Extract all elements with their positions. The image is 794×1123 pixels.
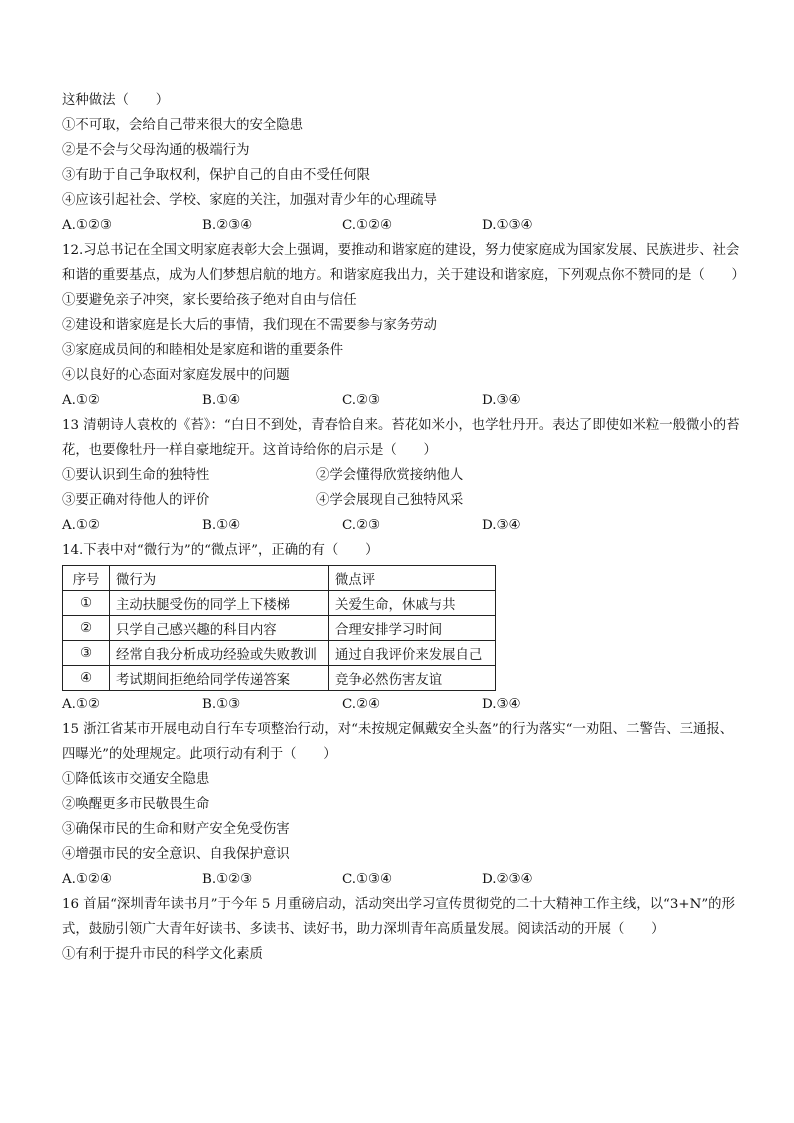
option: ①有利于提升市民的科学文化素质 [62, 947, 263, 962]
option: ①要认识到生命的独特性 [62, 468, 210, 483]
table-cell: ④ [63, 666, 110, 691]
choice-a: A.①② [62, 393, 100, 408]
option: ④应该引起社会、学校、家庭的关注，加强对青少年的心理疏导 [62, 193, 437, 208]
choice-a: A.①②④ [62, 872, 112, 887]
choice-b: B.①②③ [202, 872, 253, 887]
option: ②建设和谐家庭是长大后的事情，我们现在不需要参与家务劳动 [62, 318, 437, 333]
table-row [63, 616, 496, 641]
question-stem: 15 浙江省某市开展电动自行车专项整治行动，对“未按规定佩戴安全头盔”的行为落实“一劝阻、二警告、三通报、四曝光”的处理规定。此项行动有利于（ ） [62, 722, 734, 762]
question-stem: 14.下表中对“微行为”的“微点评”，正确的有（ ） [62, 543, 379, 558]
option-row [62, 463, 742, 488]
choice-c: C.②④ [342, 697, 381, 712]
option-row [62, 488, 742, 513]
choice-c: C.①③④ [342, 872, 393, 887]
answer-choices [62, 213, 742, 238]
choice-b: B.①④ [202, 518, 241, 533]
choice-b: B.①④ [202, 393, 241, 408]
option: ③有助于自己争取权利，保护自己的自由不受任何限 [62, 168, 370, 183]
table-row [63, 666, 496, 691]
behavior-table [62, 565, 496, 691]
table-cell: 关爱生命，休戚与共 [329, 591, 496, 616]
option: ②是不会与父母沟通的极端行为 [62, 143, 250, 158]
table-row [63, 591, 496, 616]
answer-choices [62, 867, 742, 892]
table-header-row [63, 566, 496, 591]
choice-d: D.③④ [482, 518, 521, 533]
option: ④增强市民的安全意识、自我保护意识 [62, 847, 290, 862]
table-cell: 主动扶腿受伤的同学上下楼梯 [110, 591, 329, 616]
exam-page [62, 88, 745, 967]
choice-a: A.①② [62, 518, 100, 533]
table-cell: 考试期间拒绝给同学传递答案 [110, 666, 329, 691]
table-row [63, 641, 496, 666]
table-cell: 只学自己感兴趣的科目内容 [110, 616, 329, 641]
option: ①降低该市交通安全隐患 [62, 772, 210, 787]
question-stem: 16 首届“深圳青年读书月”于今年 5 月重磅启动，活动突出学习宣传贯彻党的二十大精神工作主线，以“3+N”的形式，鼓励引领广大青年好读书、多读书、读好书，助力深圳青年高质量发展。阅读活动的开展（ ） [62, 897, 735, 937]
choice-b: B.②③④ [202, 218, 253, 233]
table-cell: ② [63, 616, 110, 641]
question-stem: 13 清朝诗人袁枚的《苔》：“白日不到处，青春恰自来。苔花如米小，也学牡丹开。表达了即使如米粒一般微小的苔花，也要像牡丹一样自豪地绽开。这首诗给你的启示是（ ） [62, 418, 740, 458]
table-header: 微点评 [329, 566, 496, 591]
choice-a: A.①②③ [62, 218, 112, 233]
answer-choices [62, 388, 742, 413]
answer-choices [62, 513, 742, 538]
choice-a: A.①② [62, 697, 100, 712]
choice-d: D.②③④ [482, 872, 533, 887]
option: ②学会懂得欣赏接纳他人 [316, 468, 464, 483]
option: ④以良好的心态面对家庭发展中的问题 [62, 368, 290, 383]
question-16 [62, 892, 742, 967]
choice-c: C.①②④ [342, 218, 393, 233]
choice-d: D.③④ [482, 697, 521, 712]
table-cell: 竞争必然伤害友谊 [329, 666, 496, 691]
option: ①要避免亲子冲突，家长要给孩子绝对自由与信任 [62, 293, 357, 308]
table-cell: 合理安排学习时间 [329, 616, 496, 641]
table-header: 序号 [63, 566, 110, 591]
option: ①不可取，会给自己带来很大的安全隐患 [62, 118, 304, 133]
choice-d: D.③④ [482, 393, 521, 408]
question-15 [62, 717, 742, 892]
question-12 [62, 238, 745, 413]
option: ③家庭成员间的和睦相处是家庭和谐的重要条件 [62, 343, 344, 358]
choice-d: D.①③④ [482, 218, 533, 233]
question-14 [62, 538, 742, 717]
table-cell: 经常自我分析成功经验或失败教训 [110, 641, 329, 666]
table-cell: 通过自我评价来发展自己 [329, 641, 496, 666]
choice-c: C.②③ [342, 393, 381, 408]
question-13 [62, 413, 742, 538]
choice-c: C.②③ [342, 518, 381, 533]
option: ③确保市民的生命和财产安全免受伤害 [62, 822, 290, 837]
choice-b: B.①③ [202, 697, 241, 712]
table-header: 微行为 [110, 566, 329, 591]
question-stem: 这种做法（ ） [62, 93, 170, 108]
question-stem: 12.习总书记在全国文明家庭表彰大会上强调，要推动和谐家庭的建设，努力使家庭成为国家发展、民族进步、社会和谐的重要基点，成为人们梦想启航的地方。和谐家庭我出力，关于建设和谐家庭，下列观点你不赞同的是（ ） [62, 243, 745, 283]
option: ④学会展现自己独特风采 [316, 493, 464, 508]
question-11-tail [62, 88, 742, 238]
table-cell: ③ [63, 641, 110, 666]
table-cell: ① [63, 591, 110, 616]
option: ③要正确对待他人的评价 [62, 493, 210, 508]
answer-choices [62, 692, 742, 717]
option: ②唤醒更多市民敬畏生命 [62, 797, 210, 812]
